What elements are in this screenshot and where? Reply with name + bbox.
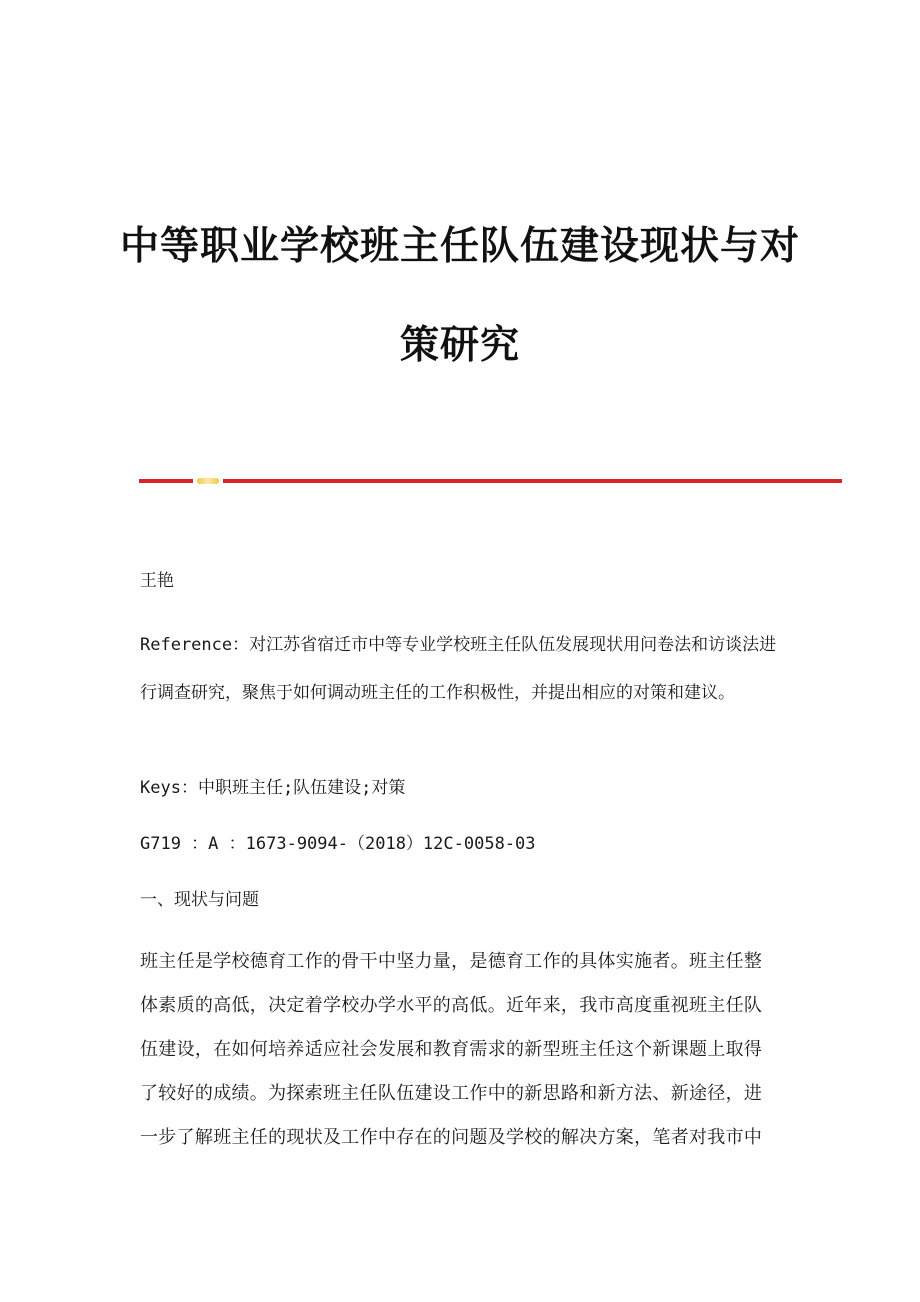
document-title-line-1: 中等职业学校班主任队伍建设现状与对	[119, 224, 800, 269]
reference-abstract: Reference：对江苏省宿迁市中等专业学校班主任队伍发展现状用问卷法和访谈法进行调查研究，聚焦于如何调动班主任的工作积极性，并提出相应的对策和建议。	[140, 635, 777, 703]
keywords: Keys：中职班主任;队伍建设;对策	[140, 778, 406, 798]
body-paragraph: 班主任是学校德育工作的骨干中坚力量，是德育工作的具体实施者。班主任整体素质的高低，决定着学校办学水平的高低。近年来，我市高度重视班主任队伍建设，在如何培养适应社会发展和教育需求的新型班主任这个新课题上取得了较好的成绩。为探索班主任队伍建设工作中的新思路和新方法、新途径，进一步了解班主任的现状及工作中存在的问题及学校的解决方案，笔者对我市中	[140, 951, 763, 1148]
document-title-line-2: 策研究	[399, 323, 520, 368]
divider-ornament-icon	[197, 478, 219, 484]
section-heading: 一、现状与问题	[140, 890, 259, 910]
classification-code: G719 ：A ：1673-9094-（2018）12C-0058-03	[140, 834, 536, 854]
title-divider	[139, 477, 842, 485]
divider-left-bar	[139, 479, 193, 483]
divider-right-bar	[223, 479, 842, 483]
author-name: 王艳	[140, 571, 174, 591]
